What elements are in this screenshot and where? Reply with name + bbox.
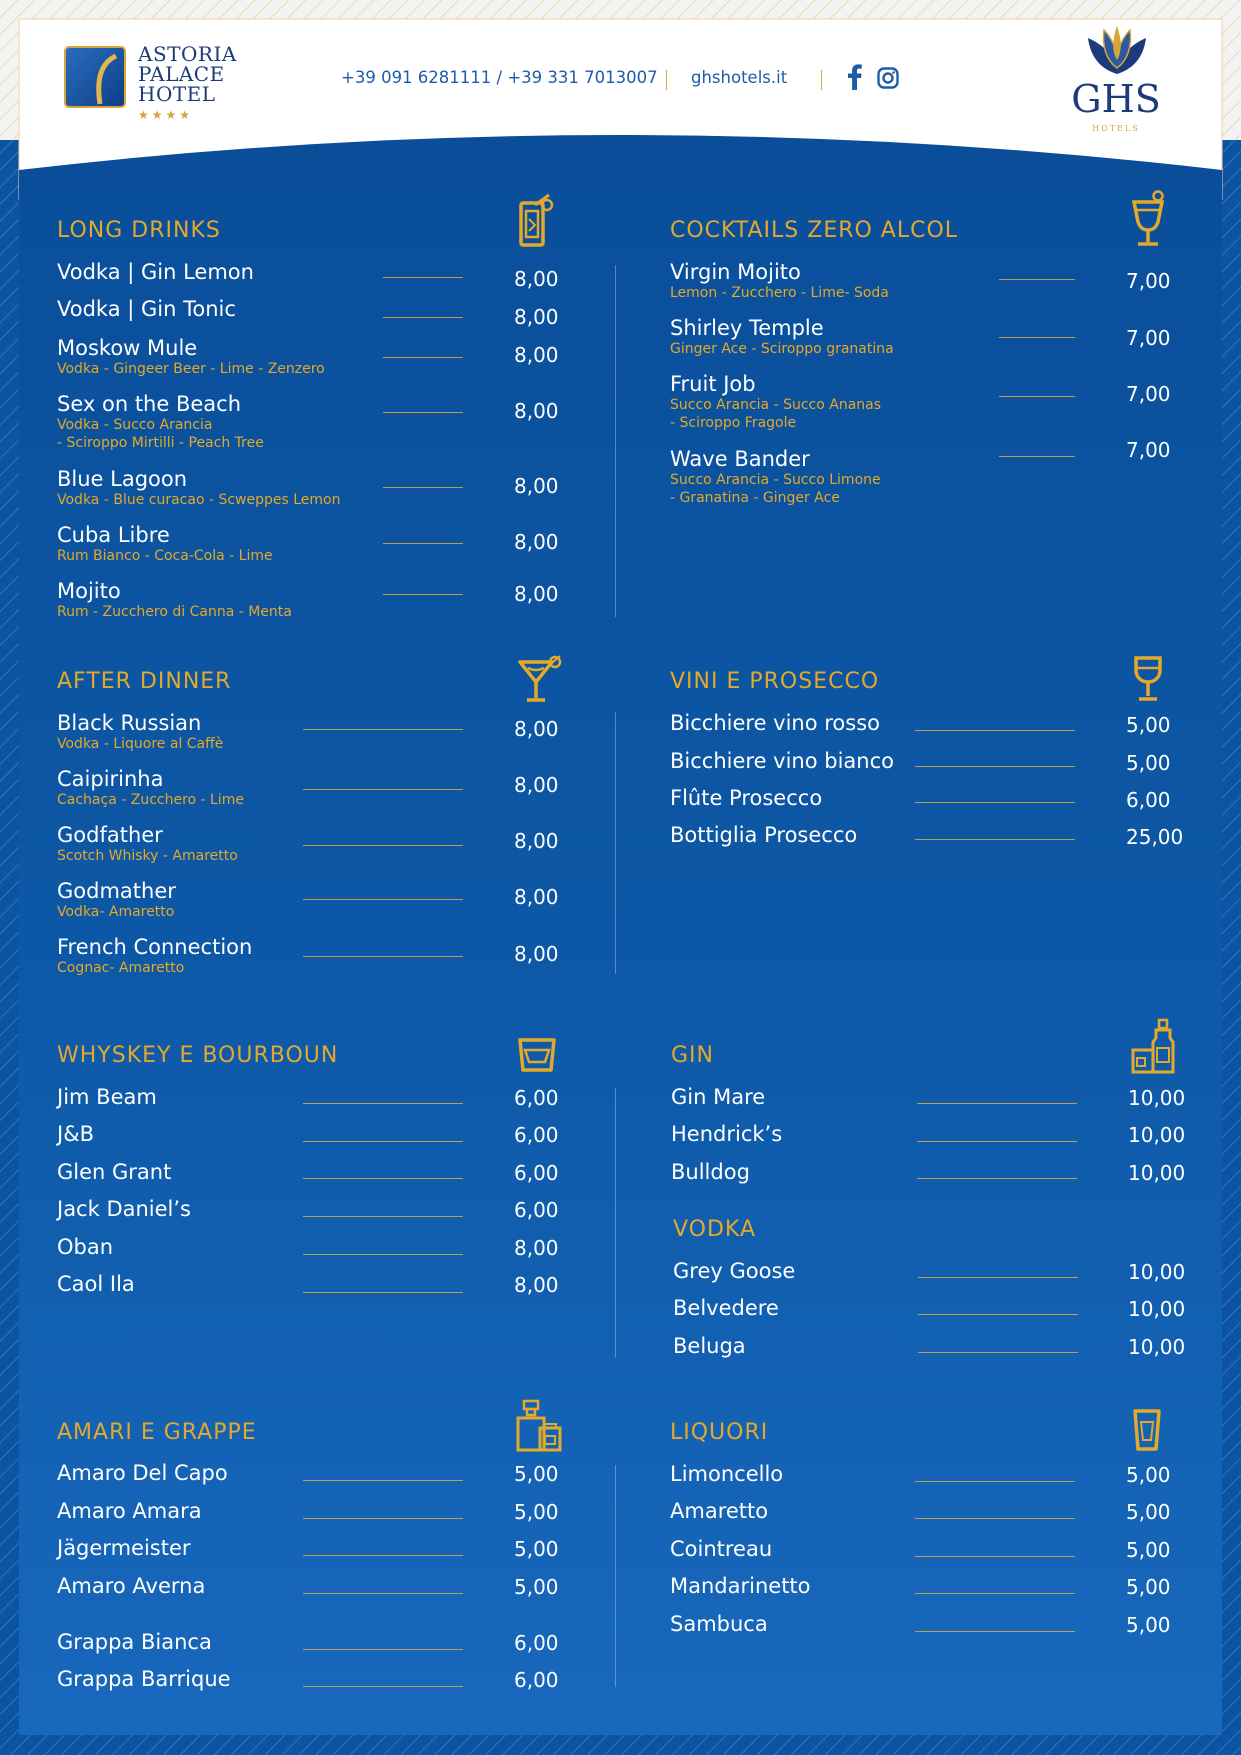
leader-line	[918, 1277, 1078, 1278]
leader-line	[303, 1178, 463, 1179]
item-name: Amaro Averna	[57, 1574, 206, 1598]
menu-item	[57, 1160, 171, 1184]
item-price: 8,00	[514, 267, 559, 291]
leader-line	[303, 1593, 463, 1594]
hotel-name-line1: ASTORIA	[138, 42, 237, 66]
astoria-logo-text	[138, 44, 237, 104]
leader-line	[917, 1103, 1077, 1104]
leader-line	[383, 357, 463, 358]
leader-line	[915, 766, 1075, 767]
item-name: Shirley Temple	[670, 316, 824, 340]
item-name: Cuba Libre	[57, 523, 170, 547]
liqueur-bottles-icon	[512, 1398, 564, 1454]
phone-numbers[interactable]: +39 091 6281111 / +39 331 7013007	[341, 68, 658, 87]
section-title-vodka: VODKA	[673, 1217, 757, 1242]
item-price: 8,00	[514, 343, 559, 367]
item-name: Gin Mare	[671, 1085, 766, 1109]
menu-item	[57, 1630, 212, 1654]
item-description-cont: - Granatina - Ginger Ace	[670, 490, 840, 506]
leader-line	[303, 1103, 463, 1104]
item-name: Grey Goose	[673, 1259, 796, 1283]
item-description: Vodka - Blue curacao - Scweppes Lemon	[57, 492, 341, 508]
menu-item	[57, 1272, 135, 1296]
menu-item	[670, 749, 894, 773]
wine-glass-icon	[1130, 654, 1166, 704]
menu-item	[57, 1667, 231, 1691]
leader-line	[303, 1216, 463, 1217]
item-name: Mandarinetto	[670, 1574, 811, 1598]
leader-line	[303, 1555, 463, 1556]
item-price: 7,00	[1126, 326, 1171, 350]
menu-item	[670, 372, 881, 432]
item-name: Jim Beam	[57, 1085, 157, 1109]
astoria-logo-mark-icon	[64, 46, 126, 108]
menu-item	[57, 935, 252, 977]
section-title-liquori: LIQUORI	[670, 1420, 769, 1445]
item-price: 8,00	[514, 717, 559, 741]
section-title-vini: VINI E PROSECCO	[670, 669, 880, 694]
menu-item	[673, 1334, 746, 1358]
item-name: Bulldog	[671, 1160, 750, 1184]
menu-item	[57, 1574, 205, 1598]
leader-line	[303, 1141, 463, 1142]
leader-line	[383, 594, 463, 595]
gin-bottles-icon	[1130, 1016, 1176, 1076]
ghs-logo	[1060, 24, 1170, 140]
item-price: 7,00	[1126, 382, 1171, 406]
hotel-name-line2: PALACE	[138, 62, 225, 86]
leader-line	[303, 789, 463, 790]
brand-name: GHS	[1071, 77, 1161, 121]
item-name: Glen Grant	[57, 1160, 172, 1184]
leader-line	[999, 337, 1075, 338]
cocktail-glass-icon	[1128, 190, 1168, 248]
menu-item	[671, 1122, 782, 1146]
section-title-long-drinks: LONG DRINKS	[57, 218, 221, 243]
menu-item	[670, 1462, 783, 1486]
menu-item	[57, 523, 273, 565]
item-name: Vodka | Gin Tonic	[57, 297, 236, 321]
item-price: 6,00	[514, 1631, 559, 1655]
item-price: 6,00	[514, 1161, 559, 1185]
menu-item	[670, 260, 889, 302]
menu-item	[671, 1085, 765, 1109]
item-name: Jack Daniel’s	[57, 1197, 191, 1221]
shot-glass-icon	[1132, 1408, 1162, 1452]
leader-line	[383, 317, 463, 318]
item-name: Moskow Mule	[57, 336, 198, 360]
item-description: Scotch Whisky - Amaretto	[57, 848, 238, 864]
menu-item	[670, 1537, 772, 1561]
item-price: 8,00	[514, 305, 559, 329]
instagram-icon[interactable]	[877, 67, 899, 89]
item-price: 5,00	[514, 1575, 559, 1599]
menu-item	[57, 392, 264, 452]
leader-line	[918, 1314, 1078, 1315]
item-name: Bottiglia Prosecco	[670, 823, 858, 847]
item-price: 5,00	[1126, 1613, 1171, 1637]
item-price: 5,00	[1126, 1538, 1171, 1562]
item-price: 8,00	[514, 829, 559, 853]
item-description: Rum Bianco - Coca-Cola - Lime	[57, 548, 273, 564]
item-price: 8,00	[514, 474, 559, 498]
long-drink-glass-icon	[515, 193, 555, 249]
item-description: Cognac- Amaretto	[57, 960, 185, 976]
menu-item	[57, 879, 176, 921]
item-price: 8,00	[514, 773, 559, 797]
section-title-amari: AMARI E GRAPPE	[57, 1420, 257, 1445]
item-description: Ginger Ace - Sciroppo granatina	[670, 341, 894, 357]
item-price: 8,00	[514, 942, 559, 966]
item-name: Flûte Prosecco	[670, 786, 823, 810]
leader-line	[915, 839, 1075, 840]
item-name: Oban	[57, 1235, 114, 1259]
item-price: 5,00	[1126, 1463, 1171, 1487]
martini-glass-icon	[516, 654, 564, 704]
item-name: Amaro Del Capo	[57, 1461, 228, 1485]
item-name: Grappa Barrique	[57, 1667, 231, 1691]
item-name: Fruit Job	[670, 372, 756, 396]
menu-item	[670, 823, 857, 847]
item-description: Lemon - Zucchero - Lime- Soda	[670, 285, 889, 301]
lotus-crown-icon	[1084, 24, 1150, 78]
leader-line	[303, 1649, 463, 1650]
section-title-zero-alcol: COCKTAILS ZERO ALCOL	[670, 218, 959, 243]
leader-line	[999, 396, 1075, 397]
item-name: J&B	[57, 1122, 94, 1146]
leader-line	[383, 412, 463, 413]
leader-line	[918, 1352, 1078, 1353]
hotel-stars: ★★★★	[138, 108, 194, 122]
leader-line	[999, 279, 1075, 280]
leader-line	[303, 1254, 463, 1255]
item-description: Succo Arancia - Succo Limone	[670, 472, 881, 488]
item-price: 7,00	[1126, 269, 1171, 293]
header	[0, 0, 1241, 170]
column-divider	[615, 712, 616, 974]
menu-item	[670, 316, 894, 358]
item-price: 5,00	[514, 1462, 559, 1486]
menu-item	[670, 711, 880, 735]
item-name: Bicchiere vino rosso	[670, 711, 881, 735]
leader-line	[383, 543, 463, 544]
item-price: 10,00	[1128, 1123, 1186, 1147]
item-name: French Connection	[57, 935, 253, 959]
hotel-name-line3: HOTEL	[138, 82, 216, 106]
leader-line	[915, 1518, 1075, 1519]
menu-item	[57, 767, 244, 809]
item-description: Succo Arancia - Succo Ananas	[670, 397, 882, 413]
leader-line	[917, 1178, 1077, 1179]
item-price: 6,00	[514, 1198, 559, 1222]
menu-item	[57, 711, 223, 753]
menu-item	[673, 1296, 779, 1320]
leader-line	[303, 1518, 463, 1519]
facebook-icon[interactable]	[848, 64, 862, 90]
item-name: Bicchiere vino bianco	[670, 749, 894, 773]
leader-line	[383, 277, 463, 278]
separator	[666, 70, 667, 90]
item-name: Grappa Bianca	[57, 1630, 212, 1654]
whiskey-glass-icon	[516, 1036, 558, 1074]
menu-item	[57, 1235, 113, 1259]
menu-item	[670, 1612, 768, 1636]
item-name: Caol Ila	[57, 1272, 135, 1296]
menu-item	[57, 1499, 202, 1523]
item-name: Beluga	[673, 1334, 746, 1358]
item-name: Black Russian	[57, 711, 202, 735]
menu-item	[57, 1536, 191, 1560]
leader-line	[915, 1631, 1075, 1632]
menu-item	[670, 447, 881, 507]
item-name: Vodka | Gin Lemon	[57, 260, 254, 284]
item-price: 25,00	[1126, 825, 1184, 849]
leader-line	[999, 456, 1075, 457]
menu-item	[670, 1574, 811, 1598]
leader-line	[303, 729, 463, 730]
item-price: 10,00	[1128, 1335, 1186, 1359]
leader-line	[303, 899, 463, 900]
item-name: Amaro Amara	[57, 1499, 202, 1523]
item-price: 6,00	[1126, 788, 1171, 812]
menu-item	[57, 1197, 191, 1221]
item-name: Godfather	[57, 823, 163, 847]
leader-line	[915, 1556, 1075, 1557]
menu-item	[57, 823, 238, 865]
leader-line	[915, 730, 1075, 731]
menu-item	[57, 579, 292, 621]
menu-item	[57, 1085, 157, 1109]
menu-item	[673, 1259, 795, 1283]
separator	[821, 70, 822, 90]
item-price: 10,00	[1128, 1086, 1186, 1110]
leader-line	[915, 1481, 1075, 1482]
item-description: Vodka - Gingeer Beer - Lime - Zenzero	[57, 361, 325, 377]
section-title-whiskey: WHYSKEY E BOURBOUN	[57, 1043, 339, 1068]
menu-item	[670, 1499, 768, 1523]
menu-item	[57, 467, 341, 509]
leader-line	[383, 487, 463, 488]
item-name: Mojito	[57, 579, 121, 603]
item-name: Wave Bander	[670, 447, 810, 471]
item-description-cont: - Sciroppo Fragole	[670, 415, 797, 431]
item-price: 5,00	[1126, 1500, 1171, 1524]
section-title-gin: GIN	[671, 1043, 714, 1068]
item-price: 8,00	[514, 399, 559, 423]
leader-line	[303, 956, 463, 957]
item-name: Jägermeister	[57, 1536, 191, 1560]
leader-line	[303, 845, 463, 846]
section-title-after-dinner: AFTER DINNER	[57, 669, 232, 694]
item-price: 8,00	[514, 582, 559, 606]
leader-line	[917, 1141, 1077, 1142]
item-price: 6,00	[514, 1086, 559, 1110]
menu-item	[57, 297, 236, 321]
item-description: Vodka- Amaretto	[57, 904, 175, 920]
item-price: 8,00	[514, 1236, 559, 1260]
brand-sub: HOTELS	[1092, 124, 1140, 133]
menu-item	[57, 1122, 94, 1146]
item-price: 10,00	[1128, 1297, 1186, 1321]
item-name: Virgin Mojito	[670, 260, 801, 284]
column-divider	[615, 1465, 616, 1687]
menu-item	[57, 336, 325, 378]
menu-item	[670, 786, 822, 810]
item-name: Sex on the Beach	[57, 392, 242, 416]
astoria-logo	[64, 44, 264, 130]
item-description-cont: - Sciroppo Mirtilli - Peach Tree	[57, 435, 264, 451]
item-name: Amaretto	[670, 1499, 769, 1523]
item-price: 8,00	[514, 530, 559, 554]
item-price: 6,00	[514, 1668, 559, 1692]
item-price: 8,00	[514, 885, 559, 909]
item-price: 5,00	[1126, 751, 1171, 775]
item-description: Cachaça - Zucchero - Lime	[57, 792, 244, 808]
website-link[interactable]: ghshotels.it	[691, 68, 788, 87]
item-name: Cointreau	[670, 1537, 773, 1561]
leader-line	[303, 1480, 463, 1481]
item-price: 7,00	[1126, 438, 1171, 462]
leader-line	[915, 1593, 1075, 1594]
menu-item	[671, 1160, 750, 1184]
column-divider	[615, 265, 616, 617]
column-divider	[615, 1088, 616, 1358]
item-name: Godmather	[57, 879, 176, 903]
item-price: 5,00	[1126, 1575, 1171, 1599]
menu-item	[57, 1461, 228, 1485]
item-name: Belvedere	[673, 1296, 779, 1320]
item-name: Limoncello	[670, 1462, 784, 1486]
item-price: 10,00	[1128, 1260, 1186, 1284]
item-name: Hendrick’s	[671, 1122, 783, 1146]
leader-line	[915, 802, 1075, 803]
item-description: Vodka - Succo Arancia	[57, 417, 213, 433]
item-description: Rum - Zucchero di Canna - Menta	[57, 604, 292, 620]
item-price: 10,00	[1128, 1161, 1186, 1185]
item-description: Vodka - Liquore al Caffè	[57, 736, 224, 752]
item-price: 6,00	[514, 1123, 559, 1147]
item-name: Blue Lagoon	[57, 467, 188, 491]
item-price: 8,00	[514, 1273, 559, 1297]
menu-item	[57, 260, 254, 284]
leader-line	[303, 1686, 463, 1687]
item-name: Sambuca	[670, 1612, 768, 1636]
item-price: 5,00	[514, 1537, 559, 1561]
item-name: Caipirinha	[57, 767, 164, 791]
item-price: 5,00	[1126, 713, 1171, 737]
leader-line	[303, 1292, 463, 1293]
item-price: 5,00	[514, 1500, 559, 1524]
